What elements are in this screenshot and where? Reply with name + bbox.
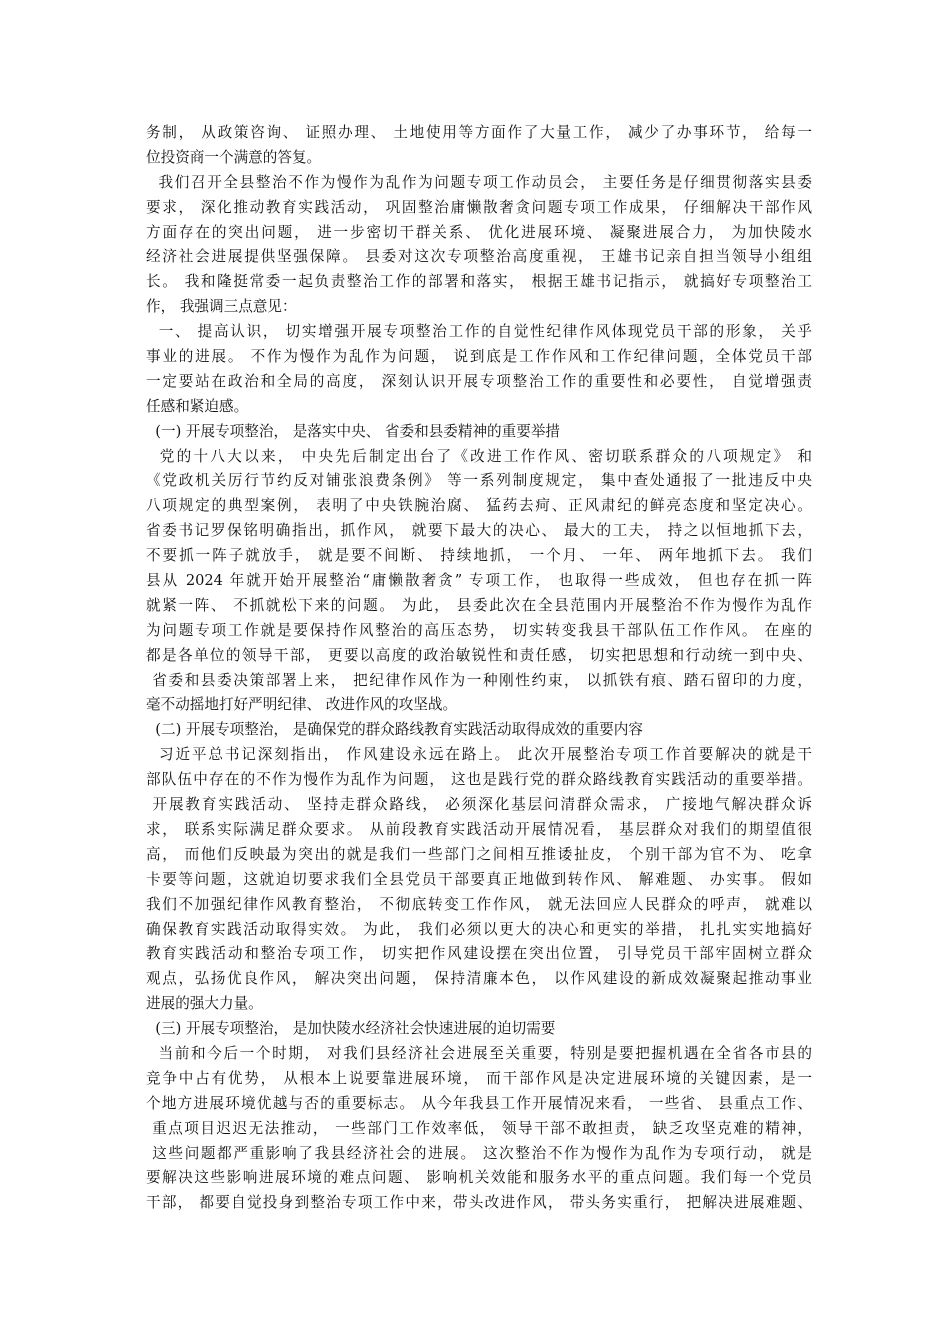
text-line: 观点，弘扬优良作风， 解决突出问题， 保持清廉本色， 以作风建设的新成效凝聚起推动事业 — [146, 970, 812, 988]
text-line: 作， 我强调三点意见： — [146, 298, 297, 316]
text-line: 当前和今后一个时期， 对我们县经济社会进展至关重要，特别是要把握机遇在全省各市县的 — [146, 1044, 812, 1062]
text-line: 位投资商一个满意的答复。 — [146, 148, 322, 166]
text-line: (一) 开展专项整治， 是落实中央、 省委和县委精神的重要举措 — [146, 422, 561, 440]
text-line: 省委书记罗保铭明确指出，抓作风， 就要下最大的决心、 最大的工夫， 持之以恒地抓下去， — [146, 522, 812, 540]
text-line: 我们不加强纪律作风教育整治， 不彻底转变工作作风， 就无法回应人民群众的呼声， 就难以 — [146, 895, 812, 913]
text-line: 任感和紧迫感。 — [146, 397, 249, 415]
text-line: 个地方进展环境优越与否的重要标志。 从今年我县工作开展情况来看， 一些省、 县重点工作、 — [146, 1094, 812, 1112]
text-line: 卡要等问题，这就迫切要求我们全县党员干部要真正地做到转作风、 解难题、 办实事。 假如 — [146, 870, 812, 888]
text-line: 党的十八大以来， 中央先后制定出台了《改进工作作风、密切联系群众的八项规定》 和 — [146, 447, 812, 465]
text-line: 都是各单位的领导干部， 更要以高度的政治敏锐性和责任感， 切实把思想和行动统一到中央、 — [146, 646, 812, 664]
text-line: 习近平总书记深刻指出， 作风建设永远在路上。 此次开展整治专项工作首要解决的就是干 — [146, 746, 812, 764]
text-line: 进展的强大力量。 — [146, 995, 263, 1013]
text-line: 务制， 从政策咨询、 证照办理、 土地使用等方面作了大量工作， 减少了办事环节， 给每一 — [146, 124, 812, 141]
text-line: 教育实践活动和整治专项工作， 切实把作风建设摆在突出位置， 引导党员干部牢固树立群众 — [146, 945, 812, 963]
text-line: 这些问题都严重影响了我县经济社会的进展。 这次整治不作为慢作为乱作为专项行动， 就是 — [146, 1144, 812, 1162]
text-line: 竞争中占有优势， 从根本上说要靠进展环境， 而干部作风是决定进展环境的关键因素，是一 — [146, 1069, 812, 1087]
text-line: 不要抓一阵子就放手， 就是要不间断、 持续地抓， 一个月、 一年、 两年地抓下去。 我们 — [146, 547, 812, 565]
text-line: (三) 开展专项整治， 是加快陵水经济社会快速进展的迫切需要 — [146, 1020, 556, 1038]
text-line: 一定要站在政治和全局的高度， 深刻认识开展专项整治工作的重要性和必要性， 自觉增强责 — [146, 372, 812, 390]
text-line: 求， 联系实际满足群众要求。 从前段教育实践活动开展情况看， 基层群众对我们的期望值很 — [146, 820, 812, 838]
text-line: 事业的进展。 不作为慢作为乱作为问题， 说到底是工作作风和工作纪律问题，全体党员干部 — [146, 348, 812, 366]
text-line: 方面存在的突出问题， 进一步密切干群关系、 优化进展环境、 凝聚进展合力， 为加快陵水 — [146, 223, 812, 241]
text-line: 县从 2024 年就开始开展整治“庸懒散奢贪” 专项工作， 也取得一些成效， 但也存在抓一阵 — [146, 572, 812, 590]
text-line: 部队伍中存在的不作为慢作为乱作为问题， 这也是践行党的群众路线教育实践活动的重要举措。 — [146, 771, 812, 789]
text-line: 开展教育实践活动、 坚持走群众路线， 必须深化基层问清群众需求， 广接地气解决群众诉 — [146, 796, 812, 814]
text-line: 毫不动摇地打好严明纪律、 改进作风的攻坚战。 — [146, 696, 458, 714]
text-line: 《党政机关厉行节约反对铺张浪费条例》 等一系列制度规定， 集中查处通报了一批违反中央 — [146, 472, 812, 490]
text-line: 我们召开全县整治不作为慢作为乱作为问题专项工作动员会， 主要任务是仔细贯彻落实县委 — [146, 173, 812, 191]
document-body — [146, 121, 812, 1216]
text-line: 经济社会进展提供坚强保障。 县委对这次专项整治高度重视， 王雄书记亲自担当领导小组组 — [146, 248, 812, 266]
text-line: 重点项目迟迟无法推动， 一些部门工作效率低， 领导干部不敢担责， 缺乏攻坚克难的精神， — [146, 1119, 812, 1137]
text-line: 就紧一阵、 不抓就松下来的问题。 为此， 县委此次在全县范围内开展整治不作为慢作为乱作 — [146, 596, 812, 614]
text-line: 省委和县委决策部署上来， 把纪律作风作为一种刚性约束， 以抓铁有痕、踏石留印的力度， — [146, 671, 812, 689]
text-line: 一、 提高认识， 切实增强开展专项整治工作的自觉性纪律作风体现党员干部的形象， 关乎 — [146, 323, 812, 341]
text-line: 要求， 深化推动教育实践活动， 巩固整治庸懒散奢贪问题专项工作成果， 仔细解决干部作风 — [146, 198, 812, 216]
text-line: 长。 我和隆挺常委一起负责整治工作的部署和落实， 根据王雄书记指示， 就搞好专项整治工 — [146, 273, 812, 291]
text-line: (二) 开展专项整治， 是确保党的群众路线教育实践活动取得成效的重要内容 — [146, 721, 643, 739]
text-line: 八项规定的典型案例， 表明了中央铁腕治腐、 猛药去疴、正风肃纪的鲜亮态度和坚定决心。 — [146, 497, 812, 515]
text-line: 干部， 都要自觉投身到整治专项工作中来，带头改进作风， 带头务实重行， 把解决进展难题、 — [146, 1194, 812, 1212]
text-line: 确保教育实践活动取得实效。 为此， 我们必须以更大的决心和更实的举措， 扎扎实实地搞好 — [146, 920, 812, 938]
text-line: 为问题专项工作就是要保持作风整治的高压态势， 切实转变我县干部队伍工作作风。 在座的 — [146, 621, 812, 639]
text-line: 高， 而他们反映最为突出的就是我们一些部门之间相互推诿扯皮， 个别干部为官不为、 吃拿 — [146, 845, 812, 863]
text-line: 要解决这些影响进展环境的难点问题、 影响机关效能和服务水平的重点问题。我们每一个党员 — [146, 1169, 812, 1187]
